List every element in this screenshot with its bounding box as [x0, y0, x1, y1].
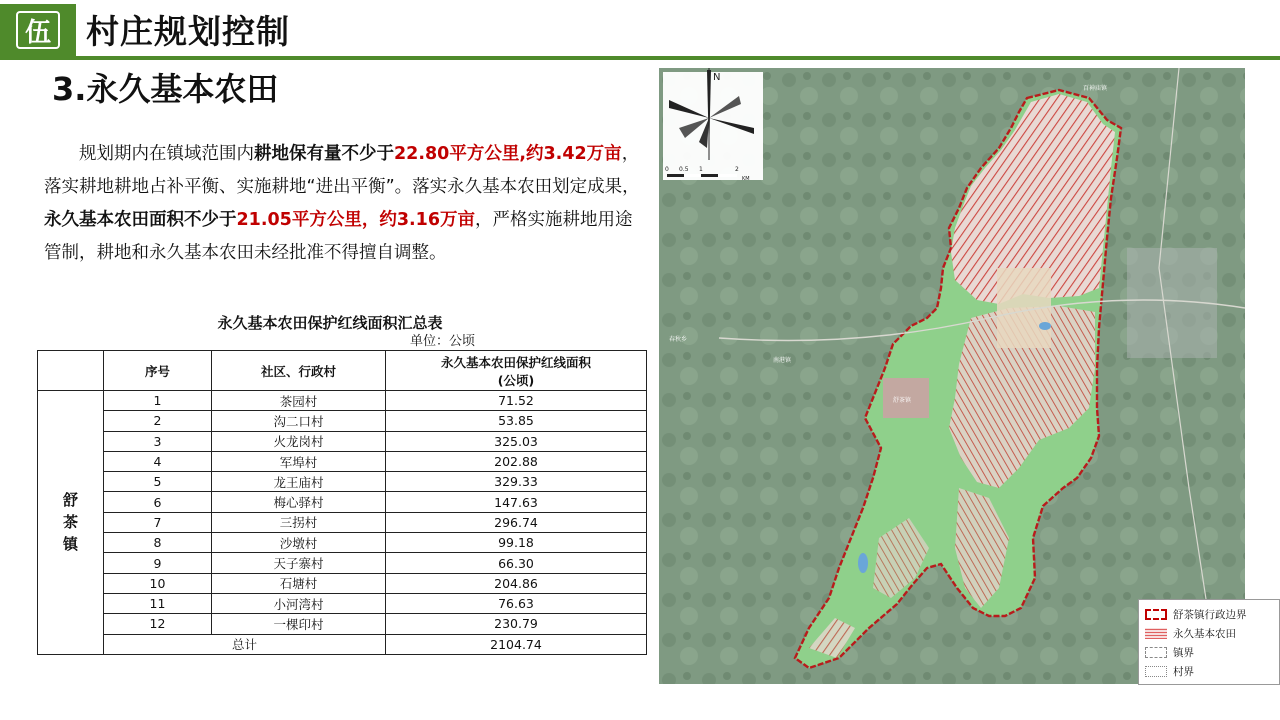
table-cell-number: 10 [104, 573, 212, 593]
farmland-map [659, 68, 1245, 684]
section-badge-text: 伍 [16, 11, 60, 49]
table-cell-area: 53.85 [386, 411, 647, 431]
title-divider [0, 56, 1280, 60]
scale-tick-2: 2 [735, 166, 739, 173]
table-row [38, 451, 647, 471]
table-cell-area: 71.52 [386, 391, 647, 411]
table-cell-area: 329.33 [386, 472, 647, 492]
legend-label-farmland: 永久基本农田 [1173, 627, 1236, 640]
table-total-row [38, 634, 647, 654]
table-body [38, 391, 647, 655]
legend-swatch-village-border [1145, 666, 1167, 677]
scale-bar [667, 174, 737, 177]
table-row [38, 573, 647, 593]
table-row [38, 391, 647, 411]
table-cell-village: 三拐村 [212, 512, 386, 532]
table-header-area [386, 351, 647, 391]
scale-unit: KM [742, 176, 750, 182]
legend-item-farmland [1145, 625, 1236, 641]
table-header-number: 序号 [104, 351, 212, 391]
table-cell-village: 小河湾村 [212, 593, 386, 613]
farmland-table [37, 350, 647, 655]
scale-tick-1: 1 [699, 166, 703, 173]
para-text-2: ，落实耕地耕地占补平衡、实施耕地“进出平衡”。落实永久基本农田划定成果， [44, 144, 640, 197]
section-badge [0, 4, 76, 56]
table-cell-area: 296.74 [386, 512, 647, 532]
table-header-area-line1: 永久基本农田保护红线面积 [440, 354, 591, 370]
legend-item-boundary [1145, 606, 1247, 622]
table-cell-number: 12 [104, 614, 212, 634]
map-canvas [659, 68, 1245, 684]
para-bold-1: 耕地保有量不少于 [254, 144, 394, 164]
table-cell-number: 4 [104, 451, 212, 471]
table-cell-village: 军埠村 [212, 451, 386, 471]
table-cell-area: 202.88 [386, 451, 647, 471]
legend-label-town-border: 镇界 [1173, 646, 1194, 659]
place-label-baishen: 百神庙镇 [1083, 85, 1108, 92]
table-header-blank [38, 351, 104, 391]
legend-swatch-farmland [1145, 628, 1167, 639]
table-cell-area: 66.30 [386, 553, 647, 573]
table-cell-village: 龙王庙村 [212, 472, 386, 492]
table-title: 永久基本农田保护红线面积汇总表 [217, 314, 443, 332]
scale-tick-05: 0.5 [679, 166, 689, 173]
table-total-label: 总计 [104, 634, 386, 654]
table-row [38, 472, 647, 492]
table-cell-number: 9 [104, 553, 212, 573]
table-cell-number: 6 [104, 492, 212, 512]
table-unit: 单位：公顷 [410, 334, 476, 349]
legend-item-town-border [1145, 644, 1194, 660]
table-row [38, 614, 647, 634]
table-cell-village: 一棵印村 [212, 614, 386, 634]
table-cell-village: 沙墩村 [212, 533, 386, 553]
para-text-1: 规划期内在镇域范围内 [79, 144, 254, 164]
legend-item-village-border [1145, 663, 1194, 679]
table-cell-number: 7 [104, 512, 212, 532]
table-cell-number: 5 [104, 472, 212, 492]
para-text-3: ，严格实施耕地用途管制，耕地和永久基本农田未经批准不得擅自调整。 [44, 210, 633, 263]
table-row [38, 431, 647, 451]
table-cell-village: 天子寨村 [212, 553, 386, 573]
table-header-village: 社区、行政村 [212, 351, 386, 391]
legend-label-village-border: 村界 [1173, 665, 1194, 678]
legend-swatch-boundary [1145, 609, 1167, 620]
para-highlight-1: 22.80平方公里,约3.42万亩 [394, 144, 622, 164]
table-row [38, 553, 647, 573]
table-cell-area: 76.63 [386, 593, 647, 613]
table-cell-number: 3 [104, 431, 212, 451]
table-header-row [38, 351, 647, 391]
table-town-cell: 舒 茶 镇 [38, 391, 104, 655]
header-bar [0, 0, 1280, 58]
table-total-value: 2104.74 [386, 634, 647, 654]
scale-tick-0: 0 [665, 166, 669, 173]
section-title: 3.永久基本农田 [52, 70, 279, 108]
table-cell-number: 8 [104, 533, 212, 553]
table-cell-number: 2 [104, 411, 212, 431]
table-header-area-line2: (公顷) [497, 372, 535, 388]
table-cell-village: 茶园村 [212, 391, 386, 411]
table-cell-number: 11 [104, 593, 212, 613]
map-legend [1138, 599, 1280, 685]
table-row [38, 411, 647, 431]
place-label-shucha: 舒茶镇 [893, 397, 912, 404]
table-cell-number: 1 [104, 391, 212, 411]
description-paragraph [44, 138, 648, 270]
water-body [1039, 322, 1051, 330]
table-cell-area: 204.86 [386, 573, 647, 593]
table-cell-area: 230.79 [386, 614, 647, 634]
water-body [858, 553, 868, 573]
compass-rose-icon [663, 68, 763, 180]
table-cell-area: 99.18 [386, 533, 647, 553]
legend-label-boundary: 舒茶镇行政边界 [1173, 608, 1247, 621]
table-cell-village: 石塘村 [212, 573, 386, 593]
place-label-chunqiu: 春秋乡 [669, 336, 688, 343]
table-cell-village: 火龙岗村 [212, 431, 386, 451]
para-bold-2: 永久基本农田面积不少于 [44, 210, 237, 230]
legend-swatch-town-border [1145, 647, 1167, 658]
table-cell-area: 147.63 [386, 492, 647, 512]
place-label-nangang: 南港镇 [773, 357, 792, 364]
table-row [38, 512, 647, 532]
table-row [38, 492, 647, 512]
table-row [38, 593, 647, 613]
table-cell-village: 梅心驿村 [212, 492, 386, 512]
table-cell-village: 沟二口村 [212, 411, 386, 431]
north-label: N [713, 72, 721, 83]
table-cell-area: 325.03 [386, 431, 647, 451]
page-title: 村庄规划控制 [86, 12, 290, 51]
para-highlight-2: 21.05平方公里，约3.16万亩 [236, 210, 476, 230]
table-row [38, 533, 647, 553]
